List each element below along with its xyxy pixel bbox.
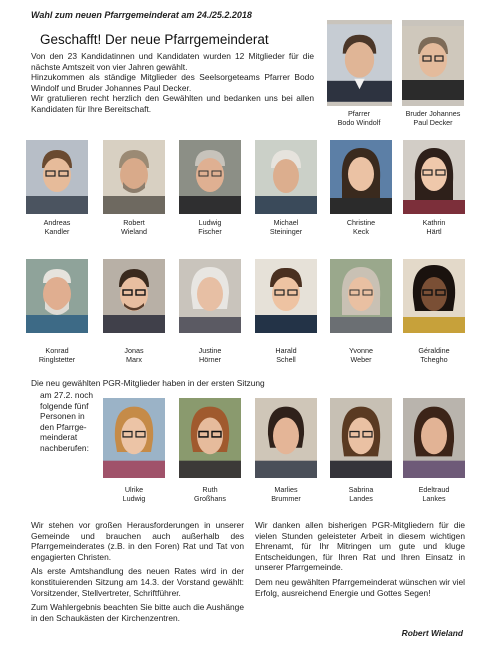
clergy-caption: Bruder Johannes Paul Decker xyxy=(405,109,461,127)
member-caption: Ludwig Fischer xyxy=(198,218,222,236)
intro-paragraph-2: Hinzukommen als ständige Mitglieder des Seelsorgeteams Pfarrer Bodo Windolf und Bruder Johannes Paul Decker. xyxy=(31,72,314,93)
portrait-photo xyxy=(179,259,241,333)
member-caption: Yvonne Weber xyxy=(349,346,373,364)
closing-paragraph: Dem neu gewählten Pfarrgemeinderat wünschen wir viel Erfolg, ausreichend Energie und Gottes Segen! xyxy=(255,576,465,598)
member-caption: Kathrin Härtl xyxy=(422,218,446,236)
portrait-photo xyxy=(403,259,465,333)
portrait-photo xyxy=(402,20,464,106)
member-caption: Sabrina Landes xyxy=(348,485,374,503)
member-caption: Harald Schell xyxy=(275,346,297,364)
portrait-photo xyxy=(255,398,317,478)
author-signature: Robert Wieland xyxy=(401,628,463,638)
portrait-photo xyxy=(255,140,317,214)
portrait-photo xyxy=(103,140,165,214)
article-kicker: Wahl zum neuen Pfarrgemeinderat am 24./25.2.2018 xyxy=(31,10,252,20)
nachberufen-intro: Die neu gewählten PGR-Mitglieder haben in der ersten Sitzung xyxy=(31,378,265,388)
member-caption: Michael Steininger xyxy=(269,218,303,236)
nachberufen-text: am 27.2. noch folgende fünf Personen in den Pfarrge- meinderat nachberufen: xyxy=(40,390,94,453)
portrait-photo xyxy=(103,259,165,333)
closing-paragraph: Als erste Amtshandlung des neuen Rates wird in der konstituierenden Sitzung am 14.3. der Vorstand gewählt: Vorsitzender, Stellvertreter, Schriftführer. xyxy=(31,566,244,598)
closing-paragraph: Zum Wahlergebnis beachten Sie bitte auch die Aushänge in den Schaukästen der Kirchenzentren. xyxy=(31,602,244,623)
closing-column-left xyxy=(31,520,244,623)
member-caption: Ruth Großhans xyxy=(194,485,226,503)
member-caption: Justine Hörner xyxy=(198,346,222,364)
intro-paragraph-3: Wir gratulieren recht herzlich den Gewählten und bedanken uns bei allen Kandidaten für Ihre Bereitschaft. xyxy=(31,93,314,114)
member-caption: Ulrike Ludwig xyxy=(122,485,146,503)
portrait-photo xyxy=(403,140,465,214)
portrait-photo xyxy=(327,20,392,106)
portrait-photo xyxy=(179,140,241,214)
portrait-photo xyxy=(330,259,392,333)
portrait-photo xyxy=(403,398,465,478)
member-caption: Konrad Ringlstetter xyxy=(38,346,76,364)
closing-column-right xyxy=(255,520,465,598)
portrait-photo xyxy=(330,398,392,478)
portrait-photo xyxy=(179,398,241,478)
intro-paragraph-1: Von den 23 Kandidatinnen und Kandidaten wurden 12 Mitglieder für die nächste Amtszeit von vier Jahren gewählt. xyxy=(31,51,314,72)
closing-paragraph: Wir stehen vor großen Herausforderungen in unserer Gemeinde und brauchen auch außerhalb des Pfarrgemeinderates (z.B. in den Foren) Rat und Tat von engagierten Christen. xyxy=(31,520,244,562)
member-caption: Andreas Kandler xyxy=(43,218,71,236)
member-caption: Géraldine Tchegho xyxy=(418,346,450,364)
portrait-photo xyxy=(255,259,317,333)
closing-paragraph: Wir danken allen bisherigen PGR-Mitgliedern für die vielen Stunden geleisteter Arbeit in diesem wichtigen Ehrenamt, für Ihr Mitringen um gute und kluge Entscheidungen, für Ihren Rat und Ihren Einsatz in unserer Pfarrgemeinde. xyxy=(255,520,465,573)
member-caption: Christine Keck xyxy=(346,218,376,236)
member-caption: Marlies Brummer xyxy=(271,485,301,503)
clergy-caption: Pfarrer Bodo Windolf xyxy=(337,109,381,127)
member-caption: Edeltraud Lankes xyxy=(418,485,450,503)
member-caption: Robert Wieland xyxy=(121,218,147,236)
portrait-photo xyxy=(103,398,165,478)
portrait-photo xyxy=(330,140,392,214)
article-title: Geschafft! Der neue Pfarrgemeinderat xyxy=(40,32,269,47)
portrait-photo xyxy=(26,259,88,333)
intro-text xyxy=(31,51,314,115)
member-caption: Jonas Marx xyxy=(124,346,144,364)
portrait-photo xyxy=(26,140,88,214)
